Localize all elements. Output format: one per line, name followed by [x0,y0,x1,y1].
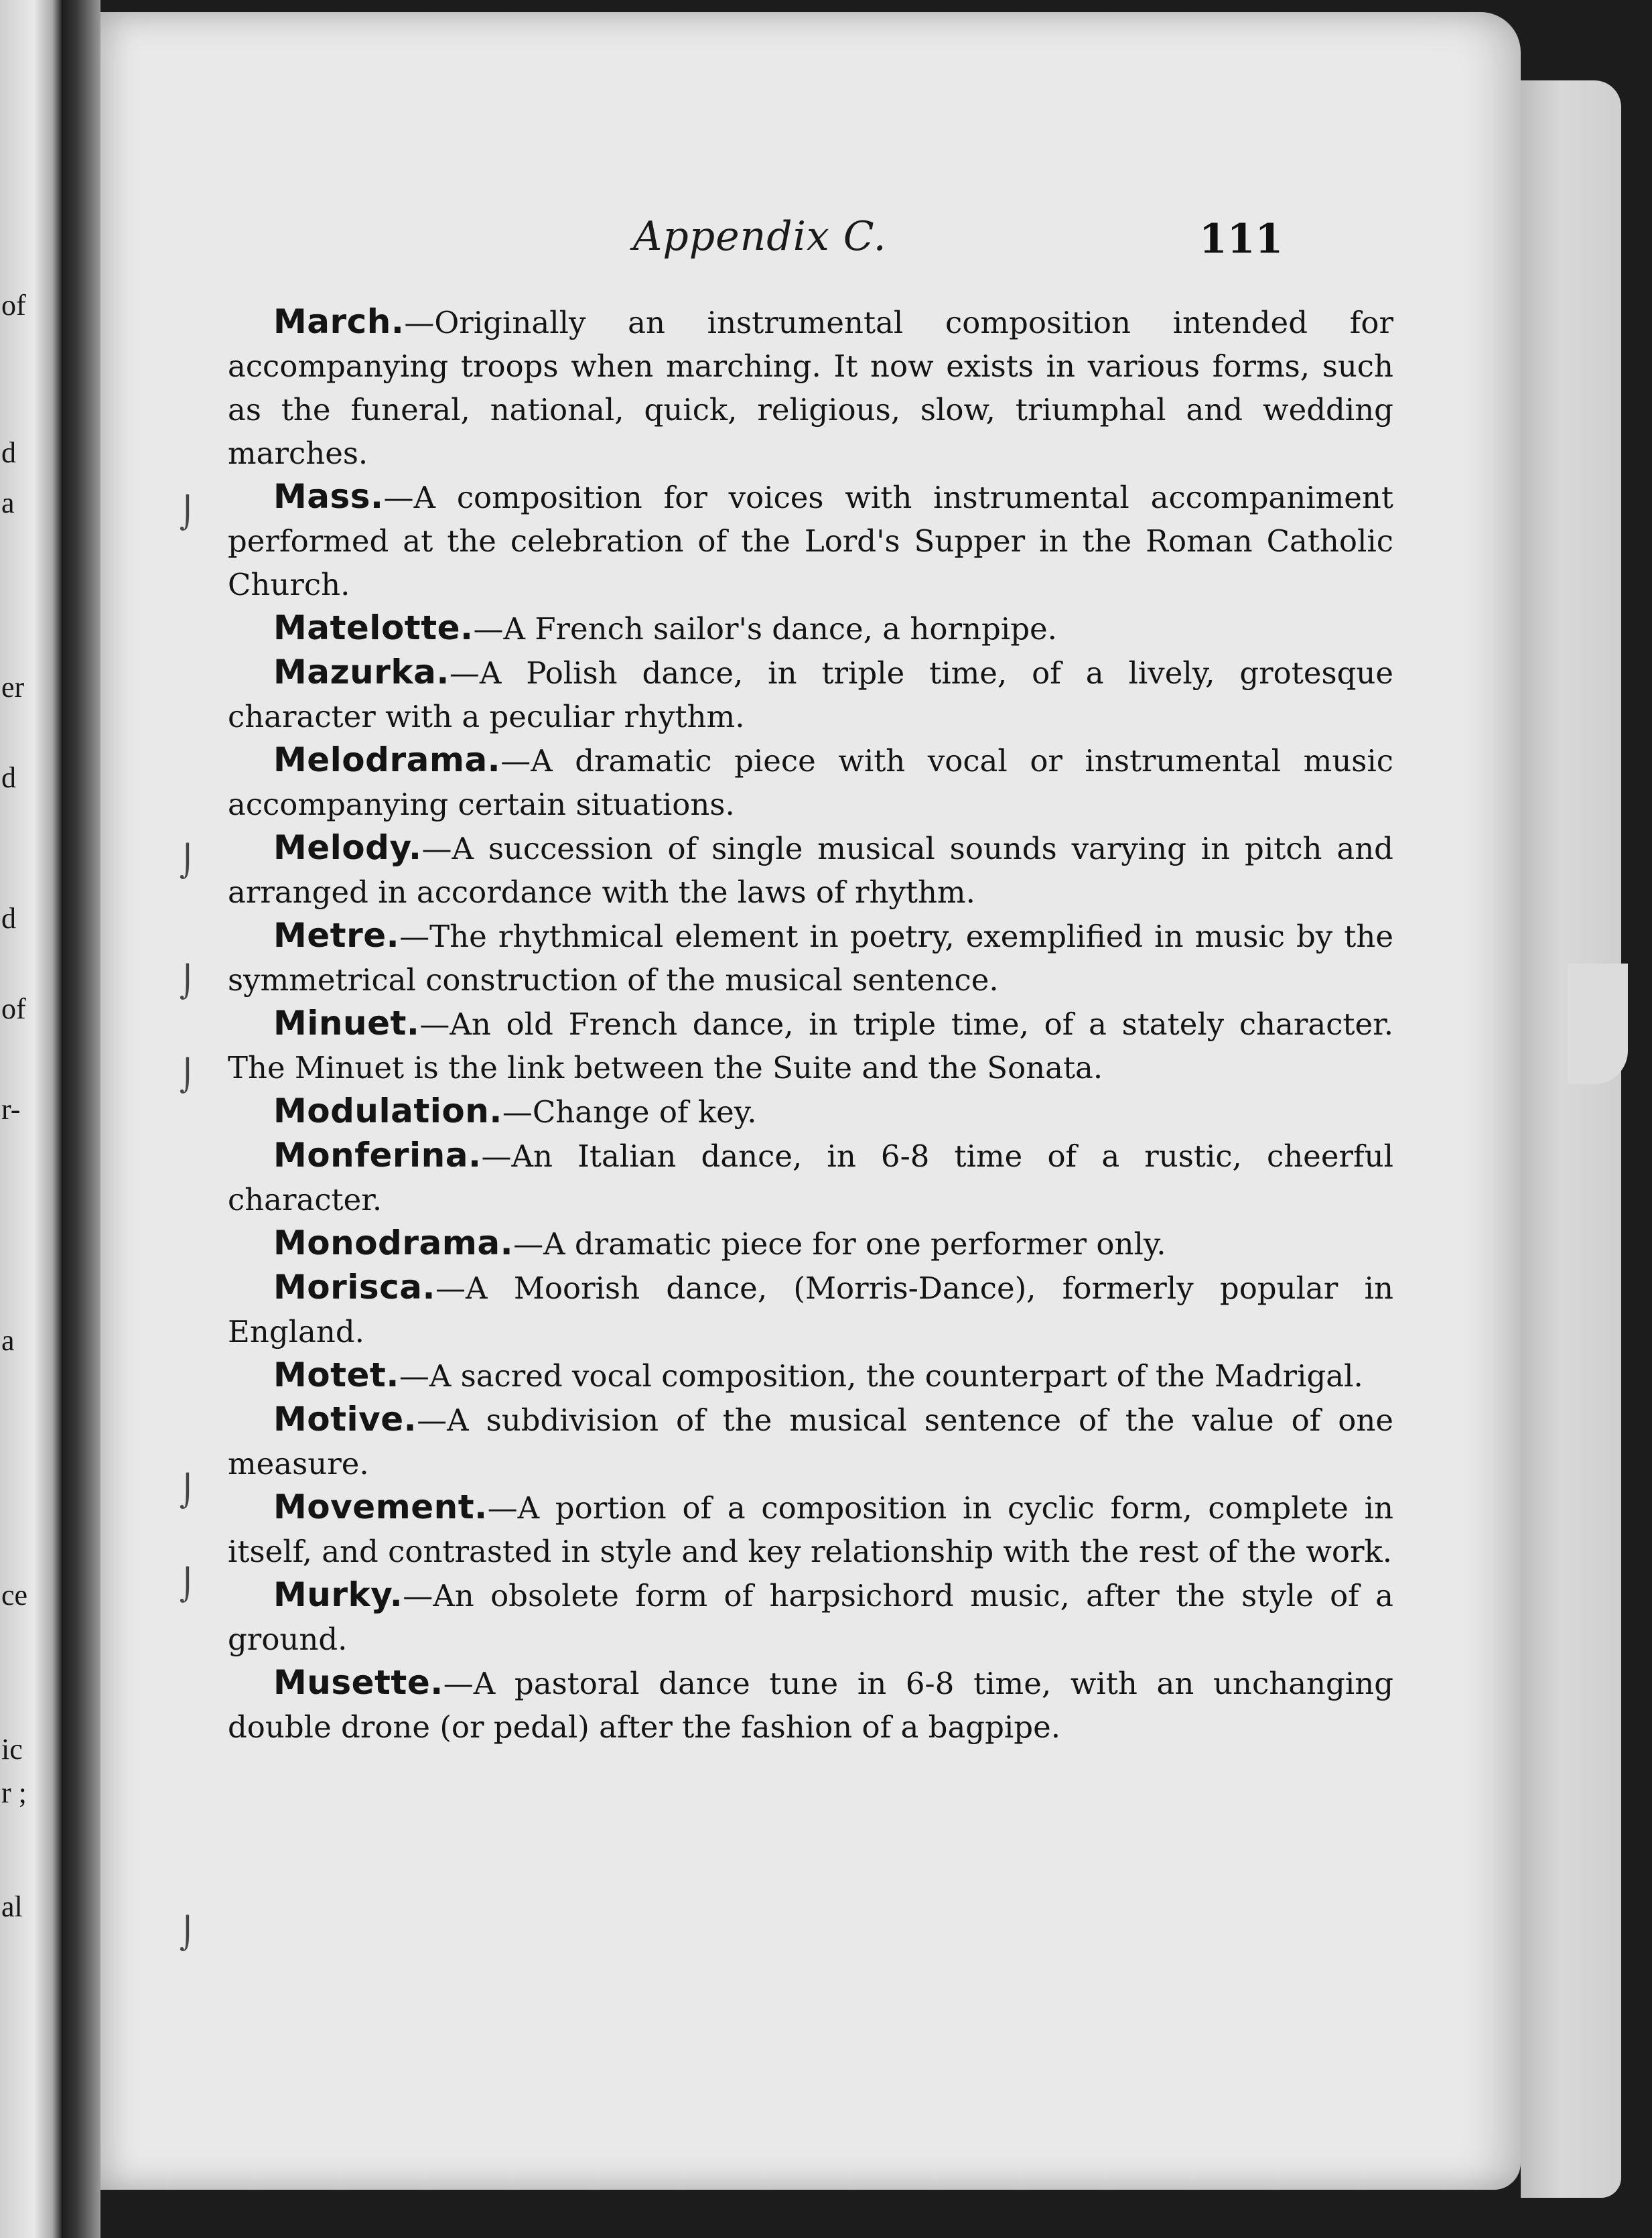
entry-term: Musette. [273,1663,443,1702]
glossary-entry [228,606,1393,651]
left-page-fragment: d [1,761,16,794]
pencil-check-mark: ⌡ [180,843,196,879]
entry-term: Movement. [273,1488,488,1526]
page-header [100,213,1521,273]
adjacent-page-edge [0,0,62,2238]
pencil-check-mark: ⌡ [180,1473,196,1509]
entry-definition: —A French sailor's dance, a hornpipe. [473,611,1057,647]
entry-definition: —A dramatic piece with vocal or instrumental music accompanying certain situations. [228,743,1393,822]
glossary-entry [228,300,1393,475]
entry-definition: —Originally an instrumental composition intended for accompanying troops when marching. It now exists in various forms, such as the funeral, national, quick, religious, slow, triumphal and wedding marches. [228,305,1393,471]
entry-term: Matelotte. [273,608,474,647]
glossary-entry [228,475,1393,606]
entry-definition: —A dramatic piece for one performer only. [513,1226,1166,1262]
entry-definition: —A pastoral dance tune in 6-8 time, with an unchanging double drone (or pedal) after the fashion of a bagpipe. [228,1666,1393,1745]
left-page-fragment: d [1,902,16,935]
entry-definition: —A sacred vocal composition, the counterpart of the Madrigal. [399,1358,1363,1394]
entry-term: Melody. [273,828,422,867]
entry-definition: —An Italian dance, in 6-8 time of a rustic, cheerful character. [228,1138,1393,1217]
entry-term: Monodrama. [273,1224,514,1262]
pencil-check-mark: ⌡ [180,495,196,531]
entry-term: Morisca. [273,1268,436,1307]
glossary-entry [228,1222,1393,1266]
entry-term: Monferina. [273,1136,482,1175]
left-page-fragment: of [1,289,26,322]
entry-term: Melodrama. [273,740,501,779]
entry-definition: —A succession of single musical sounds varying in pitch and arranged in accordance with the laws of rhythm. [228,831,1393,910]
entry-definition: —A Moorish dance, (Morris-Dance), formerly popular in England. [228,1270,1393,1350]
entry-definition: —The rhythmical element in poetry, exemplified in music by the symmetrical construction of the musical sentence. [228,919,1393,998]
pencil-check-mark: ⌡ [180,1057,196,1094]
pencil-check-mark: ⌡ [180,1915,196,1951]
page-fold [1568,964,1628,1084]
page-number: 111 [1199,216,1284,263]
glossary-entry [228,1090,1393,1134]
left-page-fragment: a [1,1324,15,1357]
entry-definition: —A subdivision of the musical sentence of the value of one measure. [228,1402,1393,1482]
entry-definition: —A portion of a composition in cyclic form, complete in itself, and contrasted in style and key relationship with the rest of the work. [228,1490,1393,1569]
glossary-entry [228,651,1393,738]
entry-term: Modulation. [273,1092,502,1130]
entry-term: Murky. [273,1575,403,1614]
book-page [100,12,1521,2190]
underlying-page-edge [1521,80,1621,2198]
pencil-check-mark: ⌡ [180,1567,196,1603]
glossary-entries [228,300,1393,1749]
glossary-entry [228,738,1393,826]
glossary-entry [228,1398,1393,1486]
entry-term: Mazurka. [273,653,450,692]
glossary-entry [228,1486,1393,1573]
glossary-entry [228,1002,1393,1090]
glossary-entry [228,1354,1393,1398]
entry-definition: —A composition for voices with instrumental accompaniment performed at the celebration of the Lord's Supper in the Roman Catholic Church. [228,480,1393,602]
left-page-fragment: r- [1,1093,21,1126]
left-page-fragment: a [1,486,15,519]
entry-term: Metre. [273,916,400,955]
left-page-fragment: r ; [1,1776,27,1809]
glossary-entry [228,826,1393,914]
entry-term: Motet. [273,1356,399,1394]
running-head: Appendix C. [633,213,887,260]
glossary-entry [228,1573,1393,1661]
glossary-entry [228,1266,1393,1354]
book-gutter [62,0,100,2238]
entry-term: March. [273,302,405,341]
entry-definition: —An obsolete form of harpsichord music, after the style of a ground. [228,1578,1393,1657]
left-page-fragment: er [1,671,25,704]
left-page-fragment: al [1,1890,23,1923]
entry-term: Motive. [273,1400,417,1439]
left-page-fragment: of [1,992,26,1025]
entry-definition: —An old French dance, in triple time, of a stately character. The Minuet is the link between the Suite and the Sonata. [228,1006,1393,1085]
left-page-fragment: ic [1,1733,23,1766]
glossary-entry [228,1661,1393,1749]
glossary-entry [228,1134,1393,1222]
left-page-fragment: ce [1,1579,28,1611]
entry-term: Minuet. [273,1004,420,1043]
left-page-fragment: d [1,436,16,469]
glossary-entry [228,914,1393,1002]
entry-definition: —A Polish dance, in triple time, of a lively, grotesque character with a peculiar rhythm. [228,655,1393,734]
pencil-check-mark: ⌡ [180,964,196,1000]
entry-term: Mass. [273,477,384,516]
entry-definition: —Change of key. [502,1094,757,1130]
